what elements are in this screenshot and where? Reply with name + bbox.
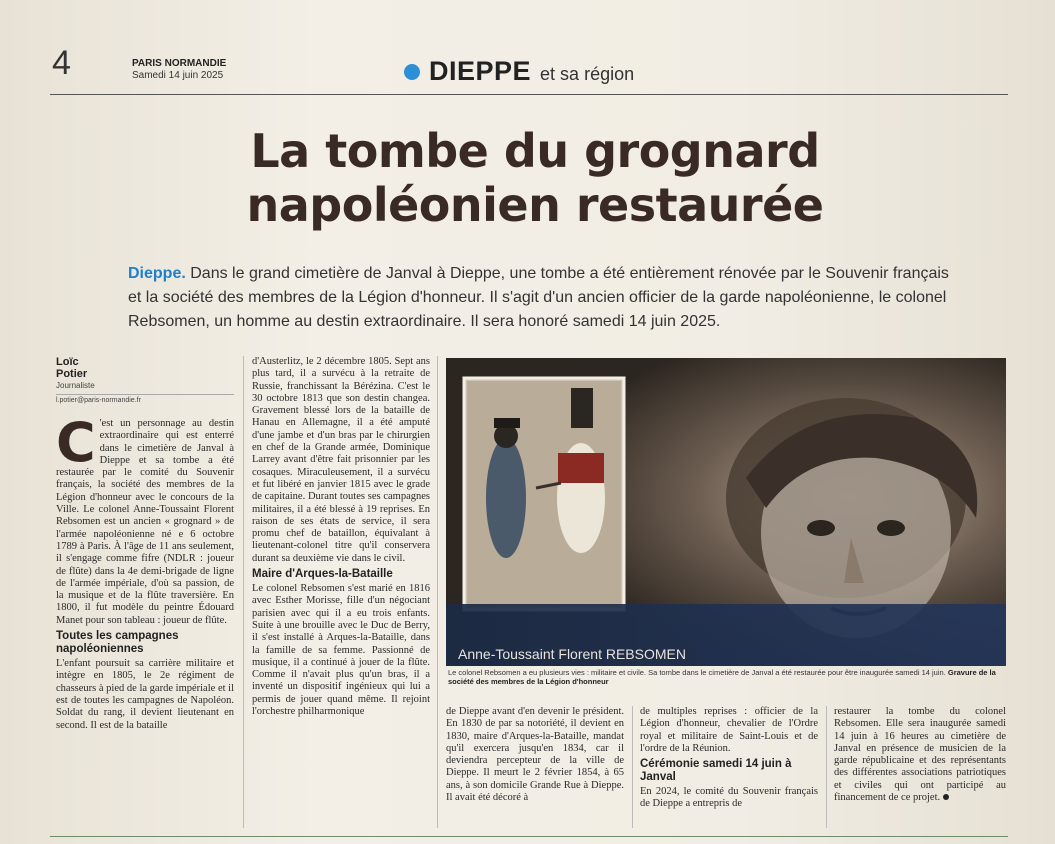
column-2-paragraph-2: Le colonel Rebsomen s'est marié en 1816 avec Esther Morisse, fille d'un négociant parisien avec qui il a eu trois enfants. Suite à une brouille avec le Duc de Berry, il s'est installé à Arques-la-Bataille, dans la famille de sa femme. Passionné de musique, il a continué à jouer de la flûte. Comme il n'avait plus qu'un bras, il a inventé un dispositif ingénieux qui lui a permis de jouer quand même. Il rejoint l'orchestre philharmonique <box>252 583 430 718</box>
caption-credit: Gravure de la société des membres de la Légion d'honneur <box>448 668 996 686</box>
column-divider <box>437 356 438 828</box>
subhead-ceremonie: Cérémonie samedi 14 juin à Janval <box>640 758 792 784</box>
section-header <box>404 56 634 87</box>
footer-rule <box>50 836 1008 837</box>
byline <box>56 356 234 404</box>
subhead-maire: Maire d'Arques-la-Bataille <box>252 568 393 581</box>
column-5-paragraph-1: restaurer la tombe du colonel Rebsomen. Elle sera inaugurée samedi 14 juin à 16 heures au cimetière de Janval en présence de musicien de la garde républicaine et des représentants des différentes associations patriotiques et civiles qui ont participé au financement de ce projet. <box>834 706 1006 804</box>
column-3-paragraph-1: de Dieppe avant d'en devenir le président. En 1830 de par sa notoriété, il devient en 1830, maire d'Arques-la-Bataille, mandat qu'il exercera jusqu'en 1834, car il deviendra percepteur de la ville de Dieppe. Il meurt le 2 février 1854, à 65 ans, à son domicile Grande Rue à Dieppe. Il avait été décoré à <box>446 706 624 804</box>
end-of-article-icon <box>943 794 949 800</box>
issue-date: Samedi 14 juin 2025 <box>132 70 224 81</box>
photo-illustration <box>446 358 1006 666</box>
newspaper-name: PARIS NORMANDIE <box>132 58 227 69</box>
author-first-name: Loïc <box>56 356 79 368</box>
column-divider <box>243 356 244 828</box>
column-divider <box>826 706 827 828</box>
photo-overlay-name: Anne-Toussaint Florent REBSOMEN <box>458 646 686 662</box>
headline <box>150 124 920 232</box>
section-dot-icon <box>404 64 420 80</box>
drop-cap: C <box>56 411 96 474</box>
section-name: DIEPPE <box>429 56 532 86</box>
article-column-3 <box>446 706 624 804</box>
column-1-paragraph-1: 'est un personnage au destin extraordinaire qui est enterré dans le cimetière de Janval à Dieppe et sa tombe a été restaurée par le comité du Souvenir français, la société des membres de la Légion d'honneur avec le concours de la Ville. Le colonel Anne-Toussaint Florent Rebsomen est un ancien « grognard » de l'armée napoléonienne né e 6 octobre 1789 à Paris. À l'âge de 11 ans seulement, il s'engage comme fifre (NDLR : joueur de flûte) dans la 4e demi-brigade de ligne de l'armée impériale, d'où sa passion, de la musique et de la flûte traversière. En 1800, il fut modèle du peintre Édouard Manet pour son tableau : joueur de flûte. <box>56 418 234 626</box>
photo-caption <box>448 668 1008 686</box>
column-1-paragraph-2: L'enfant poursuit sa carrière militaire et intègre en 1805, le 2e régiment de chasseurs à pied de la garde impériale et il est de toutes les campagnes de Napoléon. Soldat du rang, il devient lieutenant en second. Il est de la bataille <box>56 658 234 731</box>
lead-keyword: Dieppe. <box>128 265 186 282</box>
lead-text: Dans le grand cimetière de Janval à Dieppe, une tombe a été entièrement rénovée par le Souvenir français et la société des membres de la Légion d'honneur. Il s'agit d'un ancien officier de la garde napoléonienne, le colonel Rebsomen, un homme au destin extraordinaire. Il sera honoré samedi 14 juin 2025. <box>128 265 949 330</box>
article-column-4 <box>640 706 818 811</box>
article-column-5 <box>834 706 1006 804</box>
section-subtitle: et sa région <box>540 64 635 84</box>
column-divider <box>632 706 633 828</box>
caption-text: Le colonel Rebsomen a eu plusieurs vies : militaire et civile. Sa tombe dans le cimetière de Janval a été restaurée pour être inaugurée samedi 14 juin. <box>448 668 946 677</box>
article-column-1 <box>56 411 234 732</box>
article-column-2 <box>252 356 430 718</box>
headline-line-2: napoléonien restaurée <box>246 178 824 232</box>
subhead-campagnes: Toutes les campagnes napoléoniennes <box>56 630 179 656</box>
headline-line-1: La tombe du grognard <box>250 124 820 178</box>
article-photo <box>446 358 1006 666</box>
author-email: l.potier@paris-normandie.fr <box>56 394 234 404</box>
column-4-paragraph-2: En 2024, le comité du Souvenir français de Dieppe a entrepris de <box>640 786 818 810</box>
header-rule <box>50 94 1008 95</box>
column-2-paragraph-1: d'Austerlitz, le 2 décembre 1805. Sept ans plus tard, il a survécu à la retraite de Russie, franchissant la Bérézina. C'est le 30 octobre 1813 que son destin changea. Gravement blessé lors de la bataille de Hanau en Allemagne, il a été amputé d'une jambe et d'un bras par le chirurgien en chef de la Grande armée, Dominique Larrey avant d'être fait prisonnier par les cosaques. Miraculeusement, il a survécu et fut libéré en janvier 1815 avec le grade de capitaine. Durant toutes ses campagnes militaires, il a été blessé à 19 reprises. En raison de ses états de service, il sera promu chef de bataillon, équivalant à lieutenant-colonel titre qu'il conservera durant sa deuxième vie dans le civil. <box>252 356 430 564</box>
author-last-name: Potier <box>56 368 88 380</box>
author-role: Journaliste <box>56 381 95 390</box>
column-4-paragraph-1: de multiples reprises : officier de la Légion d'honneur, chevalier de l'Ordre royal et militaire de Saint-Louis et de l'ordre de la Réunion. <box>640 706 818 754</box>
lead-paragraph <box>128 262 958 334</box>
page-number: 4 <box>52 44 71 82</box>
